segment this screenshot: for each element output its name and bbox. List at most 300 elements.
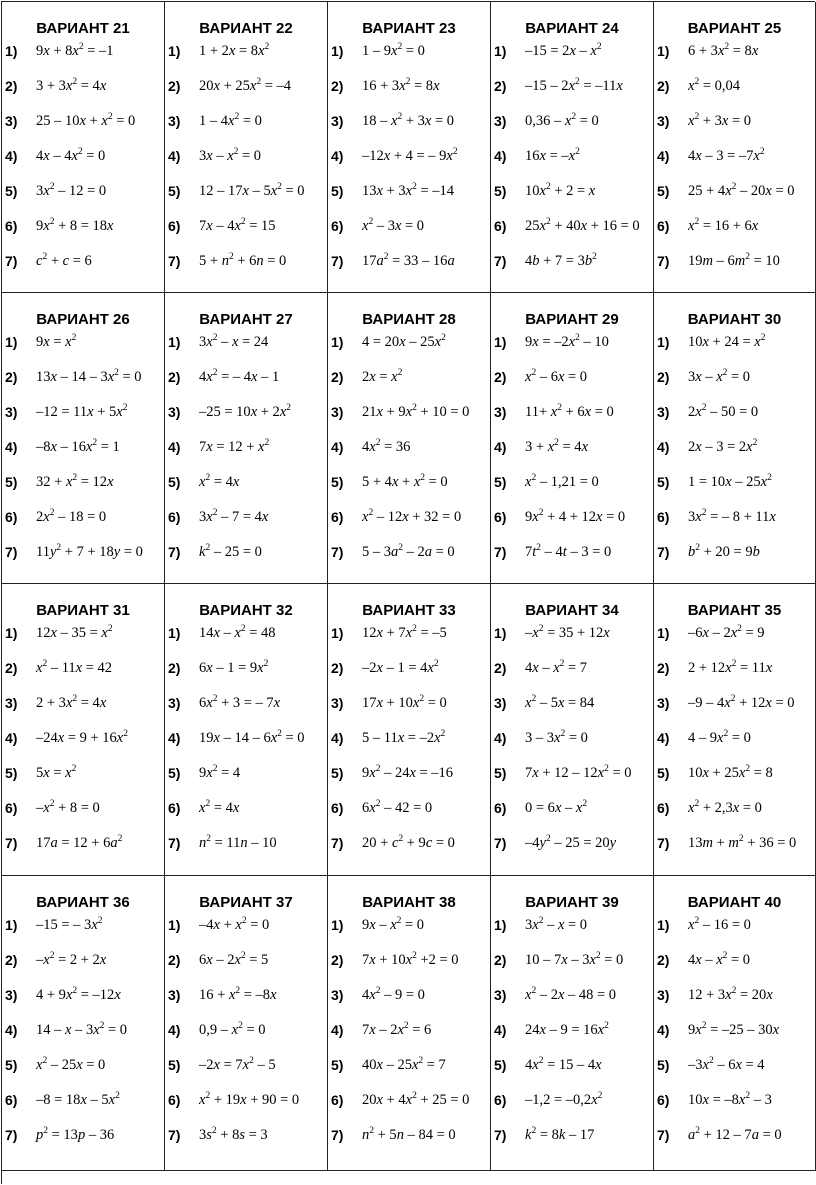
equation-number: 3) [331, 987, 344, 1003]
variant-title: ВАРИАНТ 31 [36, 602, 130, 619]
equation-item [491, 623, 653, 658]
equation-item [654, 367, 815, 402]
equation-list [2, 41, 164, 286]
variant-cell [165, 876, 328, 1171]
equation-text: $4x^2$ = – 4x – 1 [199, 368, 280, 385]
variant-title: ВАРИАНТ 24 [525, 20, 619, 37]
equation-number: 3) [494, 404, 507, 420]
equation-number: 7) [168, 544, 181, 560]
variant-title: ВАРИАНТ 38 [362, 894, 456, 911]
variants-grid [1, 1, 815, 1184]
variant-cell [654, 293, 816, 584]
equation-number: 2) [5, 78, 18, 94]
equation-item [491, 1055, 653, 1090]
equation-item [165, 181, 327, 216]
equation-number: 4) [168, 1022, 181, 1038]
equation-text: $3 - 3x^2 = 0$ [525, 729, 588, 746]
equation-number: 3) [168, 404, 181, 420]
equation-item [328, 181, 490, 216]
variant-title: ВАРИАНТ 28 [362, 311, 456, 328]
equation-item [165, 41, 327, 76]
equation-item [328, 693, 490, 728]
equation-number: 3) [494, 987, 507, 1003]
equation-item [491, 833, 653, 868]
equation-text: $-x^2 = 35 + 12x$ [525, 624, 610, 641]
equation-item [165, 1125, 327, 1160]
variant-cell [165, 584, 328, 876]
equation-text: $4x^2 = 15 - 4x$ [525, 1056, 602, 1073]
equation-list [328, 41, 490, 286]
equation-number: 2) [331, 78, 344, 94]
equation-text: $9x^2 - 24x = -16$ [362, 764, 454, 781]
equation-item [328, 542, 490, 577]
equation-item [491, 76, 653, 111]
equation-item [328, 798, 490, 833]
equation-item [491, 1090, 653, 1125]
equation-item [328, 623, 490, 658]
variant-cell [2, 2, 165, 293]
equation-text: $13x - 14 - 3x^2 = 0$ [36, 368, 142, 385]
equation-text: $9x = -2x^2 - 10$ [525, 333, 609, 350]
equation-item [654, 1055, 815, 1090]
variant-title: ВАРИАНТ 34 [525, 602, 619, 619]
equation-number: 1) [331, 917, 344, 933]
equation-item [2, 623, 164, 658]
equation-item [328, 367, 490, 402]
equation-text: $9x^2 + 4 + 12x = 0$ [525, 508, 626, 525]
equation-text: $10x^2 + 2 = x$ [525, 182, 596, 199]
equation-text: $25x^2 + 40x + 16 = 0$ [525, 217, 640, 234]
equation-item [654, 146, 815, 181]
equation-number: 1) [494, 43, 507, 59]
equation-item [2, 798, 164, 833]
equation-text: $x^2 - 6x = 0$ [525, 368, 588, 385]
equation-number: 5) [657, 1057, 670, 1073]
equation-text: $2 + 3x^2 = 4x$ [36, 694, 107, 711]
equation-number: 7) [657, 1127, 670, 1143]
equation-list [491, 332, 653, 577]
equation-number: 5) [331, 183, 344, 199]
equation-text: –15 = – $3x^2$ [36, 916, 103, 933]
equation-item [165, 507, 327, 542]
equation-number: 1) [168, 334, 181, 350]
equation-number: 3) [657, 695, 670, 711]
equation-number: 7) [494, 544, 507, 560]
equation-item [491, 798, 653, 833]
equation-item [2, 833, 164, 868]
equation-number: 1) [5, 334, 18, 350]
equation-text: $n^2 = 11n - 10$ [199, 834, 277, 851]
equation-text: $10x + 25x^2 = 8$ [688, 764, 773, 781]
equation-item [654, 332, 815, 367]
equation-item [491, 437, 653, 472]
equation-number: 7) [5, 544, 18, 560]
equation-number: 6) [5, 218, 18, 234]
variant-cell [328, 876, 491, 1171]
variant-cell [491, 584, 654, 876]
equation-text: $6x^2 - 42 = 0$ [362, 799, 433, 816]
equation-item [2, 542, 164, 577]
equation-item [2, 111, 164, 146]
equation-text: $7x = 12 + x^2$ [199, 438, 270, 455]
equation-number: 2) [5, 369, 18, 385]
equation-text: $x^2 = 4x$ [199, 473, 240, 490]
equation-text: $21x + 9x^2 + 10 = 0$ [362, 403, 470, 420]
variant-title: ВАРИАНТ 23 [362, 20, 456, 37]
equation-text: $17a^2 = 33 - 16a$ [362, 252, 455, 269]
variant-cell [328, 2, 491, 293]
equation-number: 2) [657, 369, 670, 385]
equation-item [654, 763, 815, 798]
equation-text: $9x = x^2$ [36, 333, 77, 350]
equation-number: 6) [657, 218, 670, 234]
equation-item [491, 181, 653, 216]
equation-number: 5) [168, 1057, 181, 1073]
equation-item [654, 437, 815, 472]
equation-list [2, 623, 164, 868]
equation-item [491, 367, 653, 402]
equation-text: $18 - x^2 + 3x = 0$ [362, 112, 454, 129]
equation-item [2, 658, 164, 693]
equation-text: $3s^2 + 8s = 3$ [199, 1126, 268, 1143]
equation-number: 7) [5, 835, 18, 851]
equation-item [328, 915, 490, 950]
equation-text: $x^2 - 16 = 0$ [688, 916, 751, 933]
equation-text: $20x + 25x^2 = -4$ [199, 77, 291, 94]
equation-item [2, 472, 164, 507]
equation-item [2, 41, 164, 76]
equation-text: $x^2 - 1,21 = 0$ [525, 473, 599, 490]
equation-number: 4) [494, 439, 507, 455]
equation-text: $3 + x^2 = 4x$ [525, 438, 588, 455]
equation-text: $11y^2 + 7 + 18y = 0$ [36, 543, 143, 560]
variant-cell [491, 2, 654, 293]
equation-list [654, 915, 815, 1160]
variant-title: ВАРИАНТ 36 [36, 894, 130, 911]
equation-item [165, 1020, 327, 1055]
equation-text: $0 = 6x - x^2$ [525, 799, 588, 816]
equation-number: 4) [331, 439, 344, 455]
equation-number: 7) [657, 253, 670, 269]
equation-number: 6) [494, 1092, 507, 1108]
equation-list [165, 623, 327, 868]
variant-title: ВАРИАНТ 33 [362, 602, 456, 619]
equation-text: $4x - 3 = -7x^2$ [688, 147, 765, 164]
equation-list [165, 332, 327, 577]
equation-text: $24x - 9 = 16x^2$ [525, 1021, 609, 1038]
equation-list [654, 41, 815, 286]
equation-item [328, 41, 490, 76]
equation-text: $a^2 + 12 - 7a = 0$ [688, 1126, 782, 1143]
equation-text: $19x - 14 - 6x^2 = 0$ [199, 729, 305, 746]
equation-number: 4) [494, 1022, 507, 1038]
equation-item [165, 111, 327, 146]
equation-text: $5 - 11x = -2x^2$ [362, 729, 446, 746]
variant-title: ВАРИАНТ 25 [687, 20, 782, 37]
variant-title: ВАРИАНТ 21 [36, 20, 130, 37]
equation-list [491, 41, 653, 286]
equation-number: 1) [5, 625, 18, 641]
equation-item [165, 763, 327, 798]
equation-item [2, 1125, 164, 1160]
equation-number: 7) [331, 1127, 344, 1143]
equation-text: $9x^2 = 4$ [199, 764, 241, 781]
equation-item [491, 507, 653, 542]
variant-title: ВАРИАНТ 37 [199, 894, 293, 911]
equation-number: 2) [331, 952, 344, 968]
equation-text: $9x^2 = -25 - 30x$ [688, 1021, 780, 1038]
equation-item [654, 798, 815, 833]
equation-item [328, 76, 490, 111]
equation-item [165, 1055, 327, 1090]
equation-number: 2) [331, 369, 344, 385]
variant-title: ВАРИАНТ 29 [525, 311, 619, 328]
equation-number: 3) [168, 695, 181, 711]
equation-text: $b^2 + 20 = 9b$ [688, 543, 760, 560]
equation-number: 2) [168, 78, 181, 94]
equation-item [654, 915, 815, 950]
equation-item [2, 763, 164, 798]
equation-number: 1) [331, 334, 344, 350]
variant-cell [2, 584, 165, 876]
equation-number: 2) [494, 78, 507, 94]
equation-item [491, 728, 653, 763]
equation-item [165, 332, 327, 367]
equation-item [2, 1090, 164, 1125]
variant-cell [654, 584, 816, 876]
equation-number: 4) [168, 439, 181, 455]
equation-text: $x^2 = 16 + 6x$ [688, 217, 759, 234]
equation-item [328, 728, 490, 763]
variant-cell [328, 293, 491, 584]
equation-number: 5) [168, 474, 181, 490]
equation-number: 2) [494, 660, 507, 676]
equation-item [2, 181, 164, 216]
equation-number: 2) [494, 369, 507, 385]
equation-number: 5) [657, 183, 670, 199]
variant-title: ВАРИАНТ 32 [199, 602, 293, 619]
equation-text: $x^2 - 3x = 0$ [362, 217, 425, 234]
equation-item [165, 146, 327, 181]
variant-cell [165, 293, 328, 584]
equation-number: 6) [5, 1092, 18, 1108]
equation-item [654, 693, 815, 728]
equation-text: $k^2 - 25 = 0$ [199, 543, 262, 560]
equation-number: 6) [5, 800, 18, 816]
equation-text: $7t^2 - 4t - 3 = 0$ [525, 543, 612, 560]
equation-item [654, 542, 815, 577]
equation-text: $x^2 = 4x$ [199, 799, 240, 816]
equation-number: 3) [657, 113, 670, 129]
equation-number: 2) [657, 952, 670, 968]
equation-number: 1) [168, 917, 181, 933]
equation-number: 7) [494, 835, 507, 851]
equation-item [2, 216, 164, 251]
equation-number: 7) [494, 1127, 507, 1143]
equation-text: $-15 - 2x^2 = -11x$ [525, 77, 623, 94]
equation-item [491, 472, 653, 507]
equation-item [654, 472, 815, 507]
equation-text: $6x - 1 = 9x^2$ [199, 659, 269, 676]
equation-text: $1 - 4x^2 = 0$ [199, 112, 262, 129]
equation-number: 5) [494, 1057, 507, 1073]
equation-number: 5) [494, 474, 507, 490]
equation-item [165, 950, 327, 985]
equation-text: $12x - 35 = x^2$ [36, 624, 113, 641]
equation-text: $3x^2 - x = 0$ [525, 916, 588, 933]
equation-text: $3x^2 - 7 = 4x$ [199, 508, 269, 525]
equation-list [654, 332, 815, 577]
equation-item [491, 402, 653, 437]
equation-item [2, 437, 164, 472]
equation-item [165, 251, 327, 286]
equation-number: 4) [657, 1022, 670, 1038]
equation-number: 6) [494, 218, 507, 234]
equation-text: $c^2 + c = 6$ [36, 252, 92, 269]
equation-number: 6) [657, 509, 670, 525]
equation-text: $4 + 9x^2 = -12x$ [36, 986, 121, 1003]
equation-item [491, 763, 653, 798]
equation-item [491, 216, 653, 251]
equation-number: 3) [331, 113, 344, 129]
equation-number: 6) [494, 509, 507, 525]
equation-item [328, 1090, 490, 1125]
equation-text: $3x^2$ = – 8 + 11x [688, 508, 776, 525]
equation-item [491, 658, 653, 693]
equation-text: $-3x^2 - 6x = 4$ [688, 1056, 765, 1073]
equation-number: 4) [5, 148, 18, 164]
variant-cell [165, 2, 328, 293]
equation-text: $k^2 = 8k - 17$ [525, 1126, 595, 1143]
equation-number: 7) [331, 253, 344, 269]
variant-cell [491, 293, 654, 584]
equation-text: $x^2 + 3x = 0$ [688, 112, 751, 129]
equation-number: 1) [657, 917, 670, 933]
equation-number: 3) [331, 404, 344, 420]
equation-text: $-9 - 4x^2 + 12x = 0$ [688, 694, 795, 711]
equation-number: 2) [168, 369, 181, 385]
equation-text: $13x + 3x^2 = -14$ [362, 182, 454, 199]
equation-number: 2) [657, 78, 670, 94]
equation-number: 5) [5, 474, 18, 490]
equation-item [491, 111, 653, 146]
equation-text: $10 - 7x - 3x^2 = 0$ [525, 951, 624, 968]
equation-text: $13m + m^2 + 36 = 0$ [688, 834, 797, 851]
equation-item [654, 402, 815, 437]
equation-number: 7) [168, 1127, 181, 1143]
equation-number: 2) [168, 660, 181, 676]
equation-number: 1) [494, 334, 507, 350]
equation-item [328, 111, 490, 146]
equation-item [165, 728, 327, 763]
equation-item [2, 402, 164, 437]
equation-text: $2x - 3 = 2x^2$ [688, 438, 758, 455]
equation-text: $-2x - 1 = 4x^2$ [362, 659, 439, 676]
equation-item [491, 332, 653, 367]
equation-text: $-2x = 7x^2 - 5$ [199, 1056, 276, 1073]
variant-title: ВАРИАНТ 40 [687, 894, 782, 911]
equation-item [165, 472, 327, 507]
equation-number: 3) [657, 404, 670, 420]
equation-number: 6) [331, 1092, 344, 1108]
equation-text: $-6x - 2x^2 = 9$ [688, 624, 765, 641]
equation-number: 5) [494, 183, 507, 199]
equation-text: $4x^2 = 36$ [362, 438, 411, 455]
equation-text: $7x + 12 - 12x^2 = 0$ [525, 764, 632, 781]
equation-text: $1 + 2x = 8x^2$ [199, 42, 270, 59]
equation-number: 5) [5, 1057, 18, 1073]
equation-item [328, 146, 490, 181]
equation-text: $2x^2 - 50 = 0$ [688, 403, 759, 420]
equation-text: $-24x = 9 + 16x^2$ [36, 729, 128, 746]
equation-item [328, 763, 490, 798]
equation-number: 6) [168, 218, 181, 234]
equation-text: $11+ x^2 + 6x = 0$ [525, 403, 614, 420]
equation-number: 6) [331, 509, 344, 525]
equation-text: $9x^2 + 8 = 18x$ [36, 217, 114, 234]
equation-number: 1) [494, 917, 507, 933]
equation-text: –12x + 4 = – $9x^2$ [362, 147, 458, 164]
equation-number: 1) [168, 625, 181, 641]
equation-item [165, 833, 327, 868]
equation-number: 7) [168, 253, 181, 269]
equation-text: $3x - x^2 = 0$ [688, 368, 751, 385]
equation-text: $16x = -x^2$ [525, 147, 580, 164]
equation-text: $5 - 3a^2 - 2a = 0$ [362, 543, 455, 560]
equation-item [654, 1090, 815, 1125]
equation-item [654, 985, 815, 1020]
equation-number: 6) [494, 800, 507, 816]
equation-text: $32 + x^2 = 12x$ [36, 473, 114, 490]
equation-number: 5) [657, 765, 670, 781]
equation-number: 7) [168, 835, 181, 851]
variant-title: ВАРИАНТ 30 [687, 311, 782, 328]
equation-item [165, 623, 327, 658]
equation-number: 5) [331, 474, 344, 490]
equation-number: 4) [5, 439, 18, 455]
equation-item [654, 950, 815, 985]
equation-text: $x^2 + 19x + 90 = 0$ [199, 1091, 300, 1108]
equation-item [654, 658, 815, 693]
equation-item [2, 1020, 164, 1055]
equation-text: $4x - x^2 = 0$ [688, 951, 751, 968]
equation-item [491, 41, 653, 76]
equation-text: $6x - 2x^2 = 5$ [199, 951, 269, 968]
equation-text: $-12 = 11x + 5x^2$ [36, 403, 128, 420]
equation-number: 3) [5, 695, 18, 711]
equation-text: $n^2 + 5n - 84 = 0$ [362, 1126, 456, 1143]
equation-text: $5 + n^2 + 6n = 0$ [199, 252, 287, 269]
equation-number: 4) [5, 730, 18, 746]
equation-text: $p^2 = 13p - 36$ [36, 1126, 115, 1143]
equation-list [654, 623, 815, 868]
equation-number: 4) [5, 1022, 18, 1038]
equation-number: 5) [5, 765, 18, 781]
equation-item [2, 332, 164, 367]
equation-number: 6) [331, 800, 344, 816]
equation-text: $20x + 4x^2 + 25 = 0$ [362, 1091, 470, 1108]
equation-item [165, 542, 327, 577]
equation-item [328, 507, 490, 542]
equation-text: $12 - 17x - 5x^2 = 0$ [199, 182, 305, 199]
equation-number: 4) [168, 730, 181, 746]
equation-item [654, 507, 815, 542]
equation-item [491, 1020, 653, 1055]
equation-number: 4) [657, 730, 670, 746]
equation-number: 4) [331, 730, 344, 746]
equation-text: $-8 = 18x - 5x^2$ [36, 1091, 120, 1108]
equation-number: 1) [5, 43, 18, 59]
